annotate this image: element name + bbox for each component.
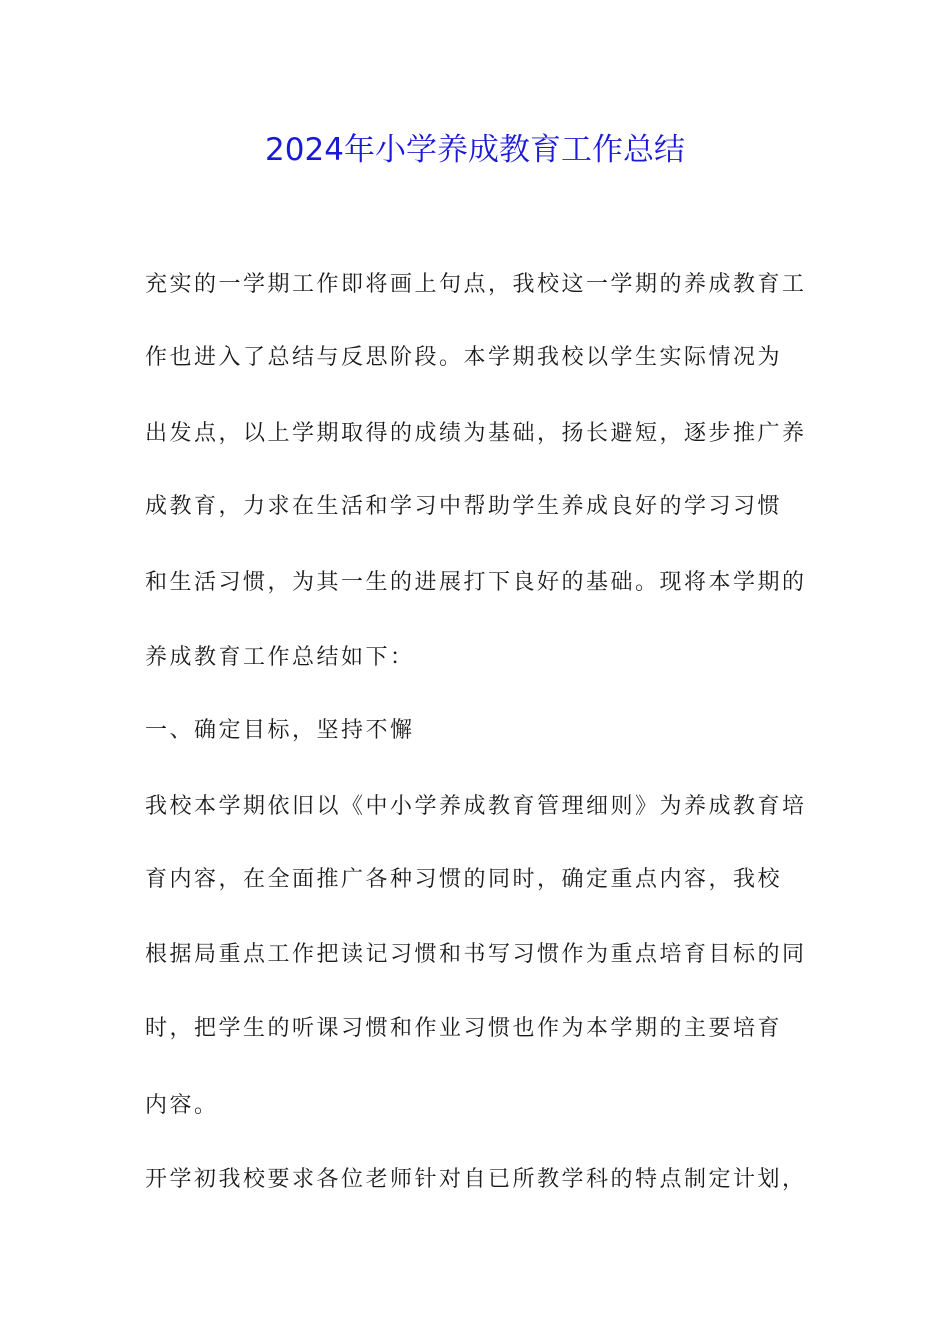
paragraph-line: 时，把学生的听课习惯和作业习惯也作为本学期的主要培育 (145, 1016, 783, 1041)
paragraph-line: 养成教育工作总结如下： (145, 645, 415, 670)
paragraph-line: 育内容，在全面推广各种习惯的同时，确定重点内容，我校 (145, 867, 783, 892)
section-heading: 一、确定目标，坚持不懈 (145, 718, 415, 743)
paragraph-line: 作也进入了总结与反思阶段。本学期我校以学生实际情况为 (145, 345, 783, 370)
paragraph-line: 我校本学期依旧以《中小学养成教育管理细则》为养成教育培 (145, 794, 807, 819)
paragraph-line: 和生活习惯，为其一生的进展打下良好的基础。现将本学期的 (145, 570, 807, 595)
paragraph-line: 出发点，以上学期取得的成绩为基础，扬长避短，逐步推广养 (145, 421, 807, 446)
document-title: 2024年小学养成教育工作总结 (265, 132, 685, 168)
paragraph-line: 开学初我校要求各位老师针对自已所教学科的特点制定计划， (145, 1167, 807, 1192)
paragraph-line: 成教育，力求在生活和学习中帮助学生养成良好的学习习惯 (145, 494, 783, 519)
paragraph-line: 根据局重点工作把读记习惯和书写习惯作为重点培育目标的同 (145, 942, 807, 967)
paragraph-line: 充实的一学期工作即将画上句点，我校这一学期的养成教育工 (145, 272, 807, 297)
paragraph-line: 内容。 (145, 1093, 219, 1118)
